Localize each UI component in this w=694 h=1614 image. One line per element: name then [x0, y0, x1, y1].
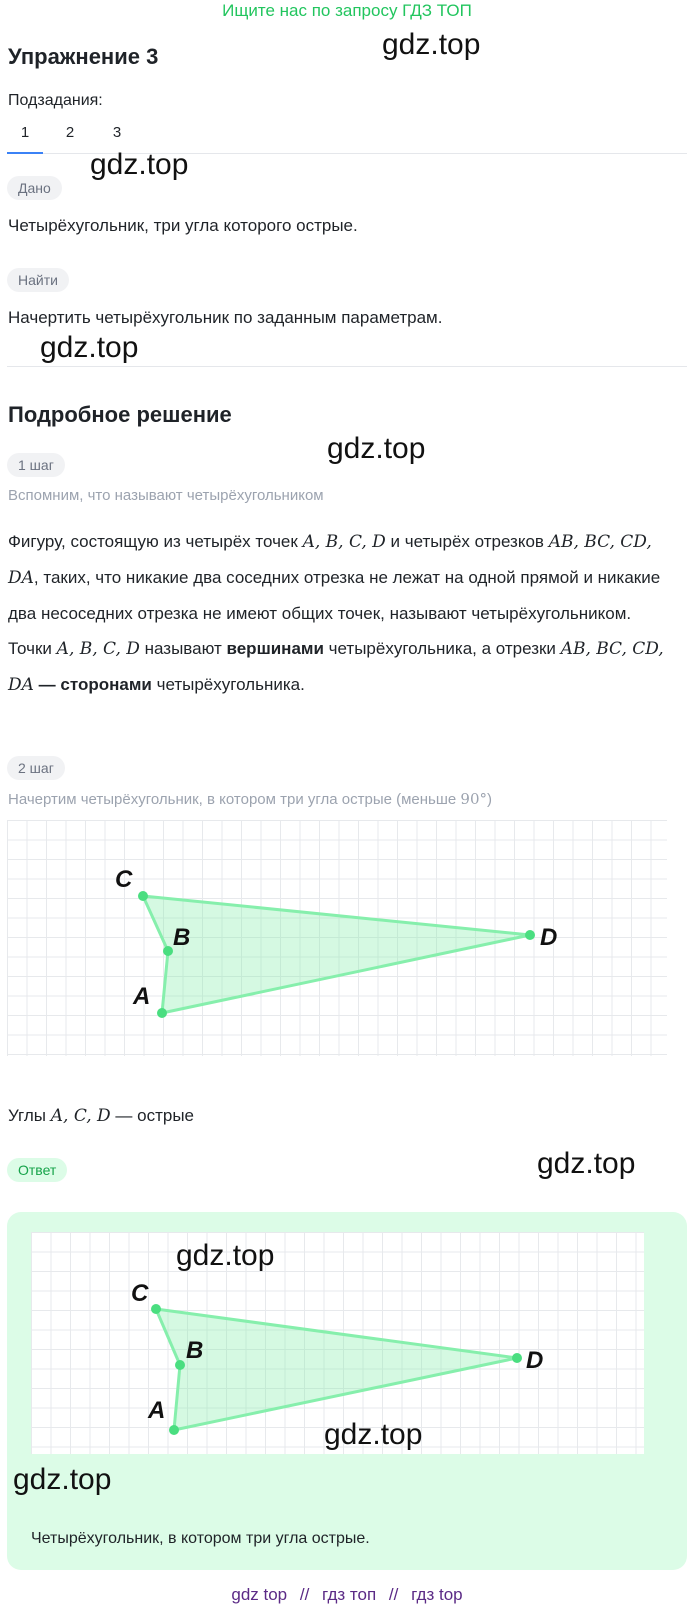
top-banner: Ищите нас по запросу ГДЗ ТОП: [222, 1, 472, 20]
footer-separator: //: [388, 1585, 399, 1604]
step-1-text: называют: [144, 639, 222, 658]
answer-vertex-b-label: B: [186, 1337, 204, 1364]
step-1-badge: 1 шаг: [7, 453, 65, 477]
tab-subtask-2[interactable]: 2: [65, 124, 75, 141]
subtasks-label: Подзадания:: [8, 92, 103, 109]
step-1-text: четырёхугольника.: [156, 675, 305, 694]
step-2-hint: [8, 790, 492, 808]
answer-vertex-d-label: D: [526, 1347, 544, 1374]
vertex-a-label: A: [133, 983, 151, 1010]
vertex-b-point: [163, 946, 173, 956]
answer-vertex-a-point: [169, 1425, 179, 1435]
watermark: gdz.top: [324, 1418, 423, 1451]
watermark: gdz.top: [382, 28, 481, 61]
conclusion-math: A, C, D: [50, 1106, 111, 1126]
solution-heading: Подробное решение: [8, 402, 232, 427]
step-1-paragraph: [8, 524, 678, 703]
step-1-text: , таких, что никакие два соседних отрезка не лежат на одной прямой и никакие два несоседних отрезка не имеют общих точек, называют четырёхугольником. Точки: [8, 568, 661, 658]
vertices-term: вершинами: [226, 639, 324, 658]
quadrilateral-drawing: [7, 820, 667, 1056]
angle-value: 90°: [460, 790, 488, 808]
given-badge: Дано: [7, 176, 62, 200]
watermark: gdz.top: [90, 148, 189, 181]
watermark: gdz.top: [537, 1147, 636, 1180]
answer-text: Четырёхугольник, в котором три угла острые.: [31, 1530, 370, 1547]
conclusion-prefix: Углы: [8, 1106, 47, 1125]
watermark: gdz.top: [40, 331, 139, 364]
segments-math: AB, BC, CD, DA: [8, 532, 652, 588]
answer-vertex-c-point: [151, 1304, 161, 1314]
footer-link[interactable]: gdz top: [231, 1585, 288, 1604]
answer-quadrilateral-shape: [156, 1309, 517, 1430]
footer-link[interactable]: гдз топ: [322, 1585, 377, 1604]
answer-badge: Ответ: [7, 1158, 67, 1182]
vertex-c-label: C: [115, 866, 133, 893]
answer-vertex-a-label: A: [148, 1397, 166, 1424]
vertex-b-label: B: [173, 924, 191, 951]
step-1-text: Фигуру, состоящую из четырёх точек: [8, 532, 298, 551]
step-1-text: и четырёх отрезков: [390, 532, 544, 551]
points-math: A, B, C, D: [302, 532, 386, 552]
conclusion-suffix: — острые: [115, 1106, 195, 1125]
tab-subtask-3[interactable]: 3: [112, 124, 122, 141]
segments-math: AB, BC, CD, DA: [8, 639, 664, 695]
section-divider: [7, 366, 687, 367]
vertex-d-point: [525, 930, 535, 940]
step-1-hint: Вспомним, что называют четырёхугольником: [8, 487, 324, 504]
step-2-badge: 2 шаг: [7, 756, 65, 780]
step-2-hint-text: Начертим четырёхугольник, в котором три угла острые (меньше: [8, 791, 457, 808]
find-badge: Найти: [7, 268, 69, 292]
vertex-d-label: D: [540, 924, 558, 951]
points-math: A, B, C, D: [56, 639, 140, 659]
page-title: Упражнение 3: [8, 44, 159, 69]
dash: —: [33, 675, 56, 694]
answer-vertex-b-point: [175, 1360, 185, 1370]
footer-link[interactable]: гдз top: [411, 1585, 463, 1604]
watermark: gdz.top: [176, 1239, 275, 1272]
vertex-a-point: [157, 1008, 167, 1018]
answer-vertex-d-point: [512, 1353, 522, 1363]
vertex-c-point: [138, 891, 148, 901]
sides-term: сторонами: [60, 675, 152, 694]
watermark: gdz.top: [13, 1463, 112, 1496]
step-2-hint-close: ): [487, 791, 493, 808]
watermark: gdz.top: [327, 432, 426, 465]
step-1-text: четырёхугольника, а отрезки: [328, 639, 556, 658]
given-text: Четырёхугольник, три угла которого острые.: [8, 216, 358, 235]
footer-links: [0, 1585, 694, 1605]
find-text: Начертить четырёхугольник по заданным параметрам.: [8, 308, 443, 327]
quadrilateral-shape: [143, 896, 530, 1013]
answer-vertex-c-label: C: [131, 1280, 149, 1307]
active-tab-indicator: [7, 152, 43, 154]
conclusion: [8, 1104, 194, 1128]
footer-separator: //: [299, 1585, 310, 1604]
quadrilateral-figure: [7, 820, 667, 1056]
tab-subtask-1[interactable]: 1: [20, 124, 30, 141]
